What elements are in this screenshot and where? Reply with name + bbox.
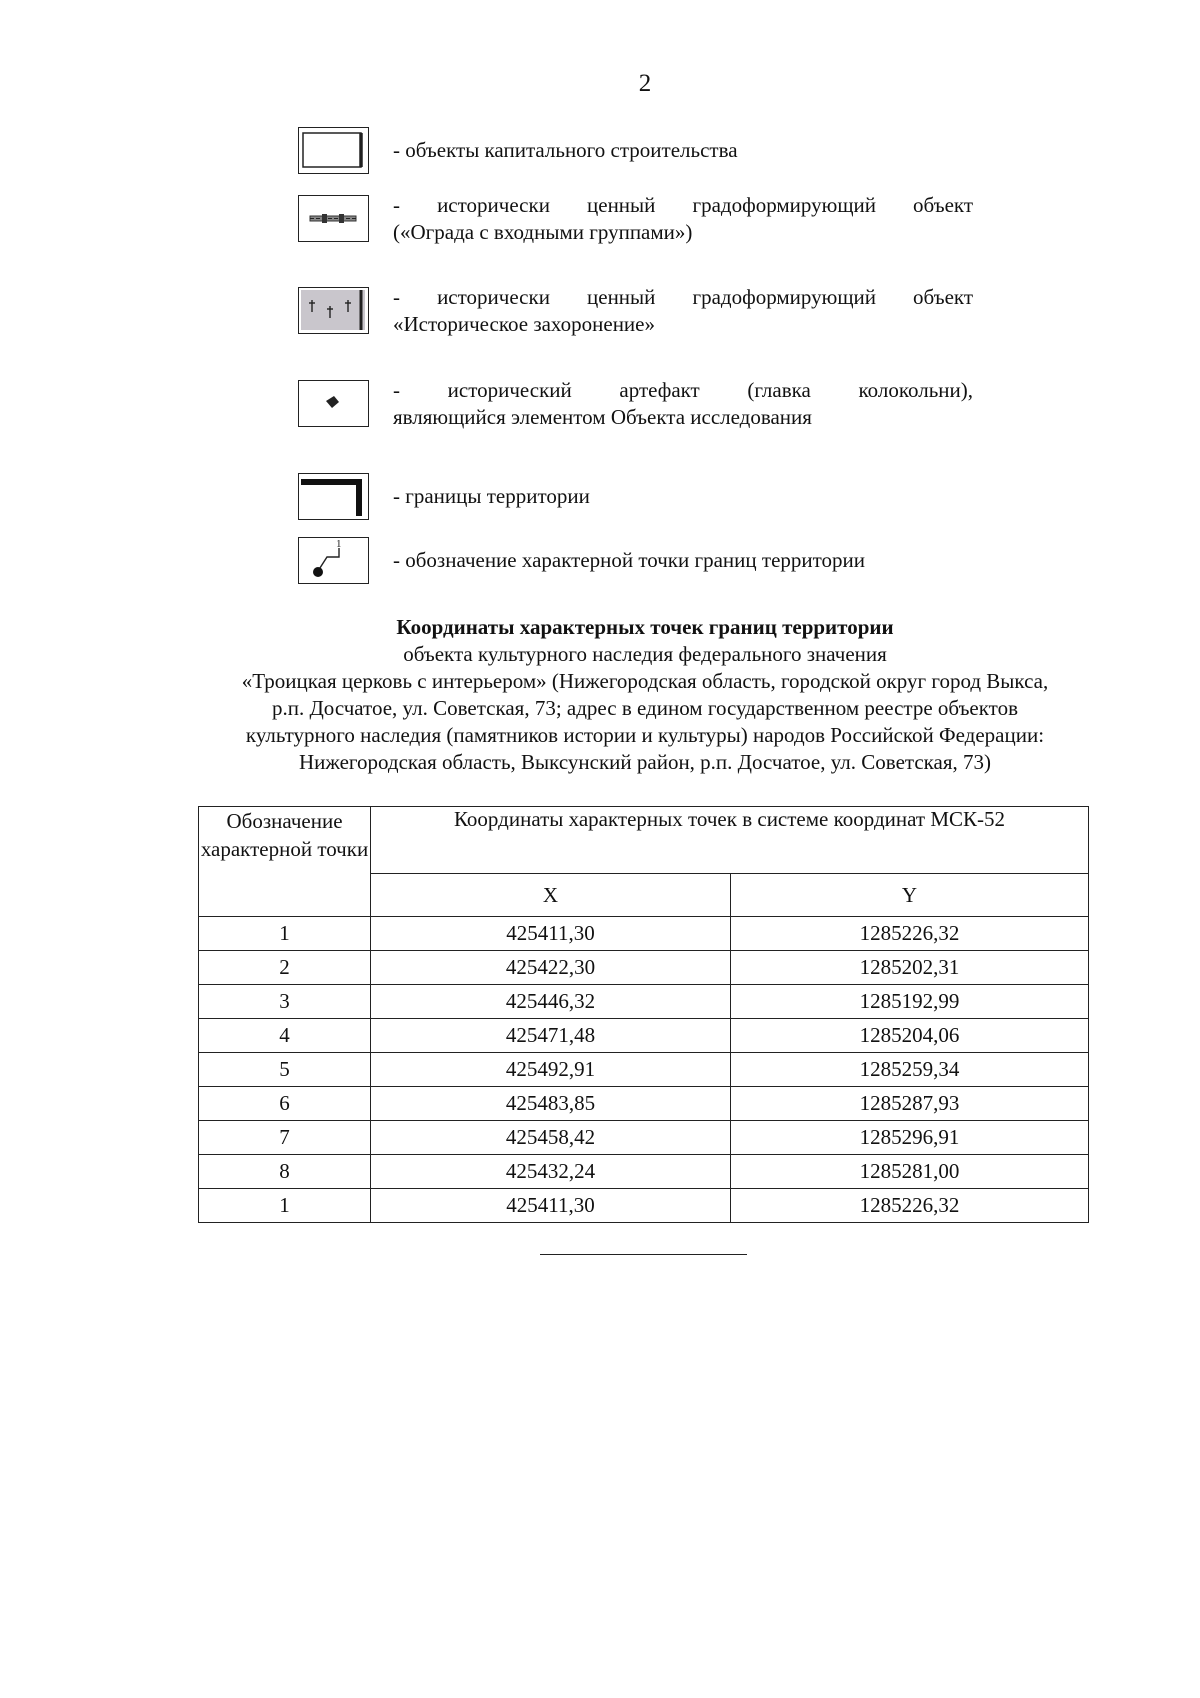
cell-y: 1285259,34 bbox=[731, 1053, 1089, 1087]
legend-label: - обозначение характерной точки границ территории bbox=[393, 548, 866, 572]
page-number: 2 bbox=[638, 70, 652, 97]
coordinates-title bbox=[160, 614, 1130, 776]
legend-label: - исторически ценный градоформирующий объект bbox=[393, 285, 973, 309]
cell-y: 1285204,06 bbox=[731, 1019, 1089, 1053]
table-row bbox=[199, 1121, 1089, 1155]
cell-point: 8 bbox=[199, 1155, 371, 1189]
column-header-y: Y bbox=[731, 874, 1089, 917]
border-point-label: 1 bbox=[336, 538, 342, 550]
legend-item-burial bbox=[298, 287, 978, 338]
cell-x: 425411,30 bbox=[371, 917, 731, 951]
legend-item-capital-building bbox=[298, 127, 978, 174]
table-row bbox=[199, 985, 1089, 1019]
fence-icon bbox=[298, 195, 369, 242]
cell-x: 425446,32 bbox=[371, 985, 731, 1019]
legend-item-border-point bbox=[298, 537, 978, 584]
legend-item-artifact bbox=[298, 380, 978, 431]
table-row bbox=[199, 917, 1089, 951]
legend-label: - исторически ценный градоформирующий объект bbox=[393, 193, 973, 217]
column-header-coords: Координаты характерных точек в системе координат МСК-52 bbox=[371, 807, 1089, 874]
territory-border-icon bbox=[298, 473, 369, 520]
capital-building-icon bbox=[298, 127, 369, 174]
legend-label: - границы территории bbox=[393, 484, 590, 508]
artifact-icon bbox=[298, 380, 369, 427]
cell-x: 425471,48 bbox=[371, 1019, 731, 1053]
title-heading: Координаты характерных точек границ территории bbox=[396, 615, 894, 639]
cell-x: 425411,30 bbox=[371, 1189, 731, 1223]
cell-point: 6 bbox=[199, 1087, 371, 1121]
coordinates-table bbox=[198, 806, 1089, 1223]
cell-y: 1285287,93 bbox=[731, 1087, 1089, 1121]
column-header-point: Обозначение характерной точки bbox=[199, 807, 371, 917]
table-row bbox=[199, 1053, 1089, 1087]
legend-label: - объекты капитального строительства bbox=[393, 138, 738, 162]
cell-point: 7 bbox=[199, 1121, 371, 1155]
table-body bbox=[199, 917, 1089, 1223]
border-point-icon bbox=[298, 537, 369, 584]
cell-y: 1285226,32 bbox=[731, 1189, 1089, 1223]
cell-y: 1285202,31 bbox=[731, 951, 1089, 985]
cell-y: 1285281,00 bbox=[731, 1155, 1089, 1189]
legend-item-fence bbox=[298, 195, 978, 246]
cell-point: 1 bbox=[199, 1189, 371, 1223]
cell-point: 2 bbox=[199, 951, 371, 985]
table-row bbox=[199, 1155, 1089, 1189]
title-line: «Троицкая церковь с интерьером» (Нижегородская область, городской округ город Выкса, bbox=[241, 669, 1049, 693]
cell-x: 425422,30 bbox=[371, 951, 731, 985]
title-line: Нижегородская область, Выксунский район, р.п. Досчатое, ул. Советская, 73) bbox=[298, 750, 992, 774]
cell-point: 5 bbox=[199, 1053, 371, 1087]
cell-point: 4 bbox=[199, 1019, 371, 1053]
end-divider bbox=[540, 1254, 747, 1255]
cell-x: 425483,85 bbox=[371, 1087, 731, 1121]
cell-x: 425432,24 bbox=[371, 1155, 731, 1189]
legend-label: «Историческое захоронение» bbox=[393, 312, 655, 336]
table-row bbox=[199, 1019, 1089, 1053]
cell-point: 1 bbox=[199, 917, 371, 951]
legend-item-territory-border bbox=[298, 473, 978, 520]
cell-x: 425492,91 bbox=[371, 1053, 731, 1087]
cell-y: 1285192,99 bbox=[731, 985, 1089, 1019]
table-row bbox=[199, 1087, 1089, 1121]
burial-icon bbox=[298, 287, 369, 334]
legend-label: - исторический артефакт (главка колокольни), bbox=[393, 378, 973, 402]
cell-point: 3 bbox=[199, 985, 371, 1019]
legend-label: являющийся элементом Объекта исследования bbox=[393, 405, 812, 429]
title-line: р.п. Досчатое, ул. Советская, 73; адрес в едином государственном реестре объектов bbox=[271, 696, 1018, 720]
cell-x: 425458,42 bbox=[371, 1121, 731, 1155]
title-line: объекта культурного наследия федерального значения bbox=[403, 642, 887, 666]
table-row bbox=[199, 951, 1089, 985]
legend-label: («Ограда с входными группами») bbox=[393, 220, 693, 244]
table-row bbox=[199, 1189, 1089, 1223]
column-header-x: X bbox=[371, 874, 731, 917]
cell-y: 1285226,32 bbox=[731, 917, 1089, 951]
cell-y: 1285296,91 bbox=[731, 1121, 1089, 1155]
title-line: культурного наследия (памятников истории и культуры) народов Российской Федерации: bbox=[245, 723, 1045, 747]
